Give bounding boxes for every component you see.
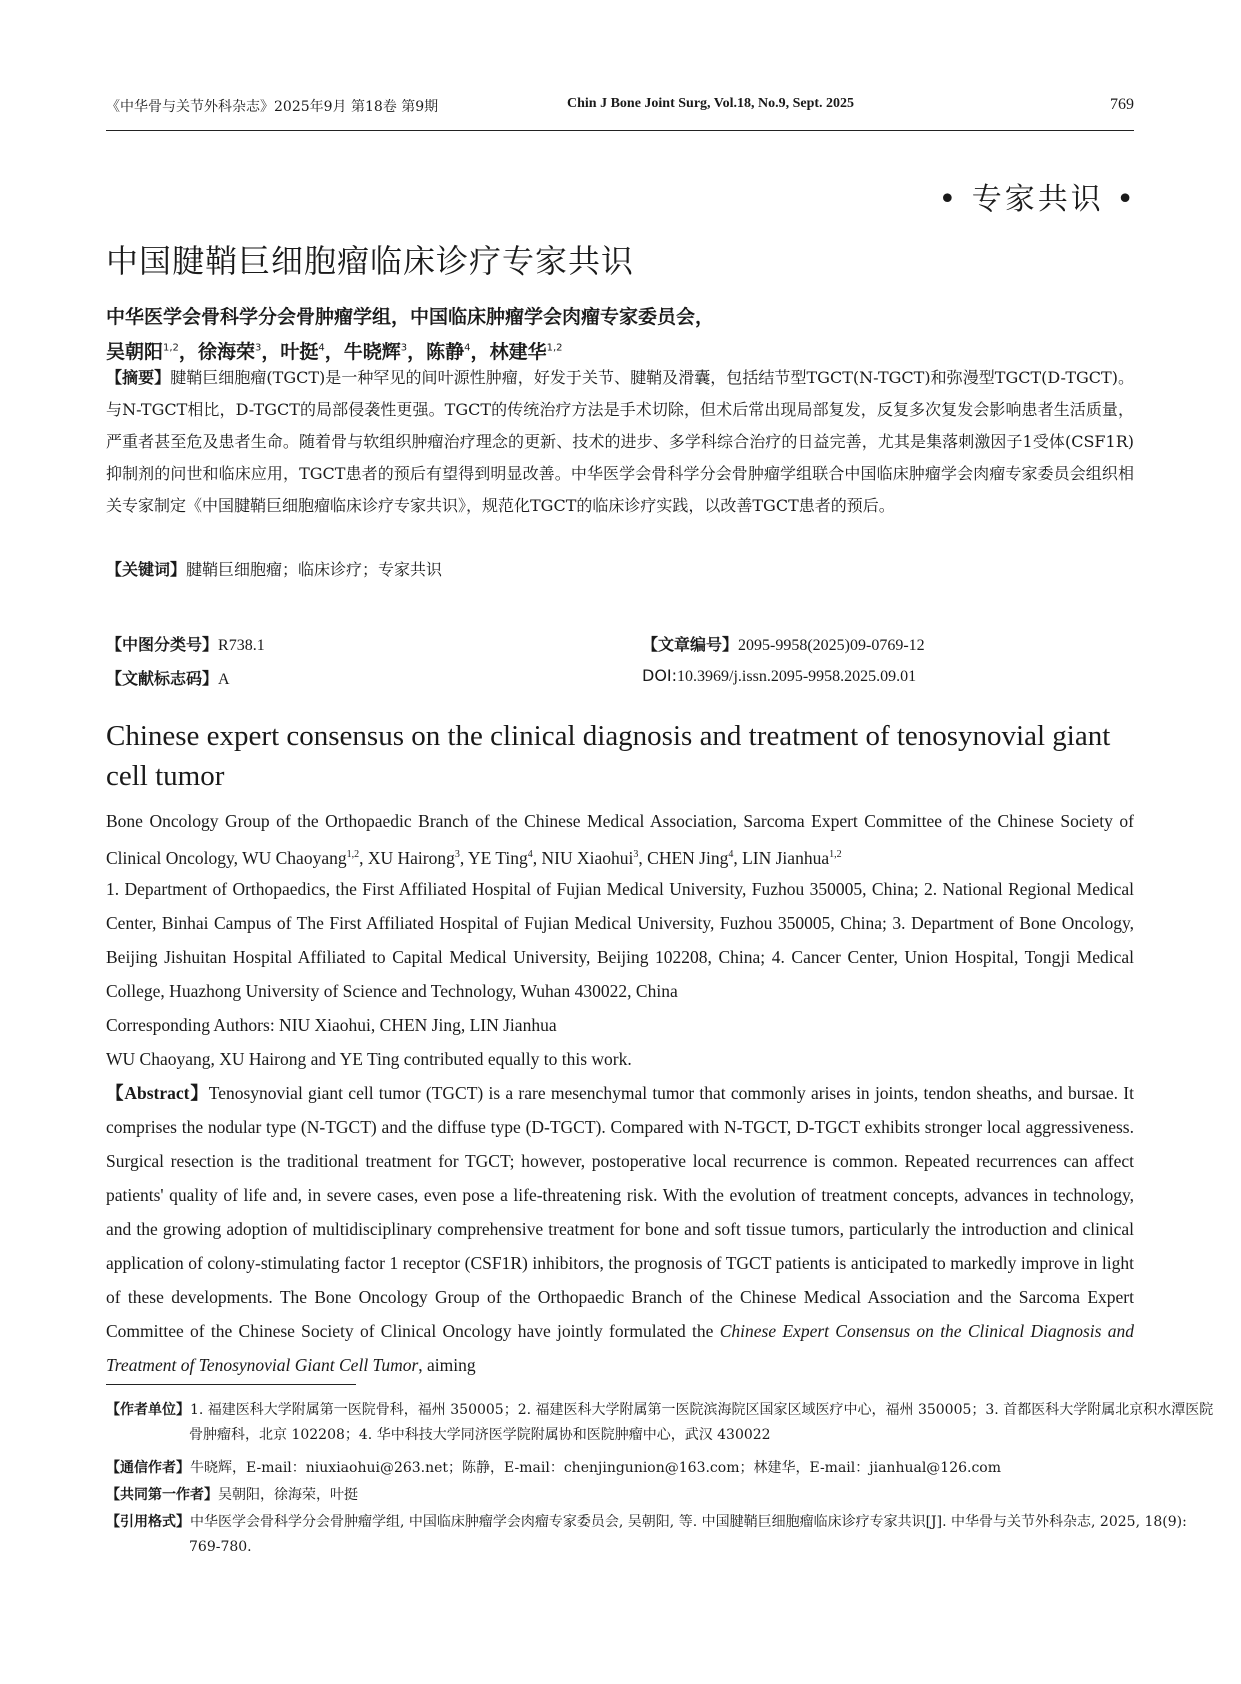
- title-en: Chinese expert consensus on the clinical diagnosis and treatment of tenosynovial giant cell tumor: [106, 720, 1111, 792]
- journal-name-en: Chin J Bone Joint Surg, Vol.18, No.9, Sept. 2025: [567, 96, 855, 111]
- author-zh-name: 陈静: [426, 341, 465, 363]
- author-en-affiliation-sup: 3: [454, 849, 460, 860]
- author-zh-separator: ，: [261, 341, 281, 363]
- authors-en: [106, 804, 1134, 875]
- footnote-corresponding: [106, 1456, 1134, 1481]
- running-header: [106, 96, 1134, 131]
- footnote-affiliations-label: 【作者单位】: [106, 1402, 190, 1418]
- author-en-name: XU Hairong: [367, 847, 455, 868]
- corresponding-authors-en: Corresponding Authors: NIU Xiaohui, CHEN Jing, LIN Jianhua: [106, 1015, 557, 1035]
- author-names-zh: [106, 337, 562, 364]
- author-zh-separator: ，: [470, 341, 490, 363]
- abstract-zh: [106, 362, 1134, 522]
- author-en-affiliation-sup: 4: [527, 849, 533, 860]
- abstract-en-tail: , aiming: [418, 1355, 476, 1375]
- author-en-name: NIU Xiaohui: [541, 847, 634, 868]
- journal-name-zh: 《中华骨与关节外科杂志》2025年9月 第18卷 第9期: [106, 99, 439, 115]
- footnote-affiliations-text: 1. 福建医科大学附属第一医院骨科，福州 350005；2. 福建医科大学附属第一医院滨海院区国家区域医疗中心，福州 350005；3. 首都医科大学附属北京积水潭医院骨肿瘤科，北京 102208；4. 华中科技大学同济医学院附属协和医院肿瘤中心，武汉 430022: [189, 1402, 1214, 1443]
- clc-value: R738.1: [218, 637, 265, 654]
- author-zh-name: 徐海荣: [197, 341, 255, 363]
- author-zh-affiliation-sup: 4: [464, 342, 471, 354]
- author-en-affiliation-sup: 1,2: [829, 849, 842, 860]
- page-number: 769: [1110, 96, 1134, 113]
- author-zh-name: 牛晓辉: [343, 341, 401, 363]
- author-en-name: CHEN Jing: [647, 847, 729, 868]
- footnote-cofirst-authors: [106, 1483, 1134, 1508]
- footnote-citation-label: 【引用格式】: [106, 1514, 190, 1530]
- author-zh-name: 叶挺: [280, 341, 319, 363]
- author-zh-separator: ，: [324, 341, 344, 363]
- affiliations-en: 1. Department of Orthopaedics, the First Affiliated Hospital of Fujian Medical University, Fuzhou 350005, China; 2. National Regional Medical Center, Binhai Campus of The First Affiliated Hospital of Fujian Medical University, Fuzhou 350005, China; 3. Department of Bone Oncology, Beijing Jishuitan Hospital Affiliated to Capital Medical University, Beijing 102208, China; 4. Cancer Center, Union Hospital, Tongji Medical College, Huazhong University of Science and Technology, Wuhan 430022, China: [106, 879, 1134, 1001]
- author-zh-affiliation-sup: 1,2: [163, 342, 179, 354]
- clc-number: [106, 632, 265, 655]
- author-zh-affiliation-sup: 3: [254, 342, 262, 354]
- doi: [642, 666, 916, 686]
- author-zh-separator: ，: [178, 341, 198, 363]
- author-en-affiliation-sup: 3: [633, 849, 639, 860]
- footnote-citation: [106, 1510, 1217, 1560]
- doi-value: 10.3969/j.issn.2095-9958.2025.09.01: [677, 668, 917, 685]
- author-en-separator: ,: [638, 847, 648, 868]
- abstract-en: [106, 1076, 1134, 1382]
- article-number: [642, 632, 925, 655]
- footnote-corresponding-label: 【通信作者】: [106, 1460, 190, 1476]
- author-en-separator: ,: [359, 847, 368, 868]
- doi-label: DOI:: [642, 666, 678, 685]
- author-zh-affiliation-sup: 3: [400, 342, 408, 354]
- keywords-zh: [106, 554, 1134, 586]
- clc-label: 【中图分类号】: [106, 635, 219, 654]
- author-en-name: LIN Jianhua: [742, 847, 830, 868]
- footnote-corresponding-text: 牛晓辉，E-mail：niuxiaohui@263.net；陈静，E-mail：chenjingunion@163.com；林建华，E-mail：jianhual@126.com: [190, 1460, 1002, 1476]
- keywords-zh-text: 腱鞘巨细胞瘤；临床诊疗；专家共识: [186, 560, 443, 579]
- title-zh: 中国腱鞘巨细胞瘤临床诊疗专家共识: [106, 242, 635, 280]
- abstract-en-italic-title: Chinese Expert Consensus on the Clinical Diagnosis and Treatment of Tenosynovial Giant Cell Tumor: [106, 1321, 1134, 1375]
- author-groups-zh: 中华医学会骨科学分会骨肿瘤学组，中国临床肿瘤学会肉瘤专家委员会，: [106, 306, 715, 328]
- author-en-separator: ,: [733, 847, 743, 868]
- authors-en-prefix: Bone Oncology Group of the Orthopaedic Branch of the Chinese Medical Association, Sarcoma Expert Committee of the Chinese Society of Clinical Oncology,: [106, 811, 1134, 868]
- document-code-label: 【文献标志码】: [106, 669, 219, 688]
- author-en-name: YE Ting: [467, 847, 528, 868]
- author-zh-affiliation-sup: 4: [318, 342, 325, 354]
- footnote-citation-text: 中华医学会骨科学分会骨肿瘤学组, 中国临床肿瘤学会肉瘤专家委员会, 吴朝阳, 等. 中国腱鞘巨细胞瘤临床诊疗专家共识[J]. 中华骨与关节外科杂志, 2025, 18(9): 769-780.: [189, 1514, 1187, 1555]
- author-zh-separator: ，: [407, 341, 427, 363]
- footnote-cofirst-text: 吴朝阳，徐海荣，叶挺: [218, 1487, 358, 1503]
- author-en-affiliation-sup: 1,2: [346, 849, 360, 860]
- article-number-label: 【文章编号】: [642, 635, 739, 654]
- author-zh-name: 林建华: [489, 341, 547, 363]
- author-en-separator: ,: [532, 847, 542, 868]
- author-names-en: [242, 848, 841, 868]
- author-en-affiliation-sup: 4: [728, 849, 734, 860]
- equal-contribution-note: WU Chaoyang, XU Hairong and YE Ting contributed equally to this work.: [106, 1049, 632, 1069]
- article-number-value: 2095-9958(2025)09-0769-12: [738, 637, 925, 654]
- author-zh-name: 吴朝阳: [106, 341, 164, 363]
- keywords-zh-label: 【关键词】: [106, 560, 187, 579]
- section-tag: • 专家共识 •: [938, 182, 1137, 217]
- footnote-cofirst-label: 【共同第一作者】: [106, 1487, 218, 1503]
- abstract-en-text: Tenosynovial giant cell tumor (TGCT) is a rare mesenchymal tumor that commonly arises in joints, tendon sheaths, and bursae. It comprises the nodular type (N-TGCT) and the diffuse type (D-TGCT). Compared with N-TGCT, D-TGCT exhibits stronger local aggressiveness. Surgical resection is the traditional treatment for TGCT; however, postoperative local recurrence is common. Repeated recurrences can affect patients' quality of life and, in severe cases, even pose a life-threatening risk. With the evolution of treatment concepts, advances in technology, and the growing adoption of multidisciplinary comprehensive treatment for bone and soft tissue tumors, particularly the introduction and clinical application of colony-stimulating factor 1 receptor (CSF1R) inhibitors, the prognosis of TGCT patients is anticipated to markedly improve in light of these developments. The Bone Oncology Group of the Orthopaedic Branch of the Chinese Medical Association and the Sarcoma Expert Committee of the Chinese Society of Clinical Oncology have jointly formulated the: [106, 1083, 1135, 1341]
- author-en-separator: ,: [459, 847, 468, 868]
- abstract-zh-text: 腱鞘巨细胞瘤(TGCT)是一种罕见的间叶源性肿瘤，好发于关节、腱鞘及滑囊，包括结节型TGCT(N-TGCT)和弥漫型TGCT(D-TGCT)。与N-TGCT相比，D-TGCT的局部侵袭性更强。TGCT的传统治疗方法是手术切除，但术后常出现局部复发，反复多次复发会影响患者生活质量，严重者甚至危及患者生命。随着骨与软组织肿瘤治疗理念的更新、技术的进步、多学科综合治疗的日益完善，尤其是集落刺激因子1受体(CSF1R)抑制剂的问世和临床应用，TGCT患者的预后有望得到明显改善。中华医学会骨科学分会骨肿瘤学组联合中国临床肿瘤学会肉瘤专家委员会组织相关专家制定《中国腱鞘巨细胞瘤临床诊疗专家共识》，规范化TGCT的临床诊疗实践，以改善TGCT患者的预后。: [106, 368, 1134, 515]
- author-zh-affiliation-sup: 1,2: [546, 342, 563, 354]
- document-code: [106, 666, 230, 689]
- abstract-zh-label: 【摘要】: [106, 368, 171, 387]
- author-en-name: WU Chaoyang: [242, 847, 347, 868]
- document-code-value: A: [218, 671, 230, 688]
- footnote-divider: [106, 1384, 356, 1385]
- abstract-en-label: 【Abstract】: [106, 1083, 209, 1103]
- footnote-affiliations: [106, 1398, 1217, 1448]
